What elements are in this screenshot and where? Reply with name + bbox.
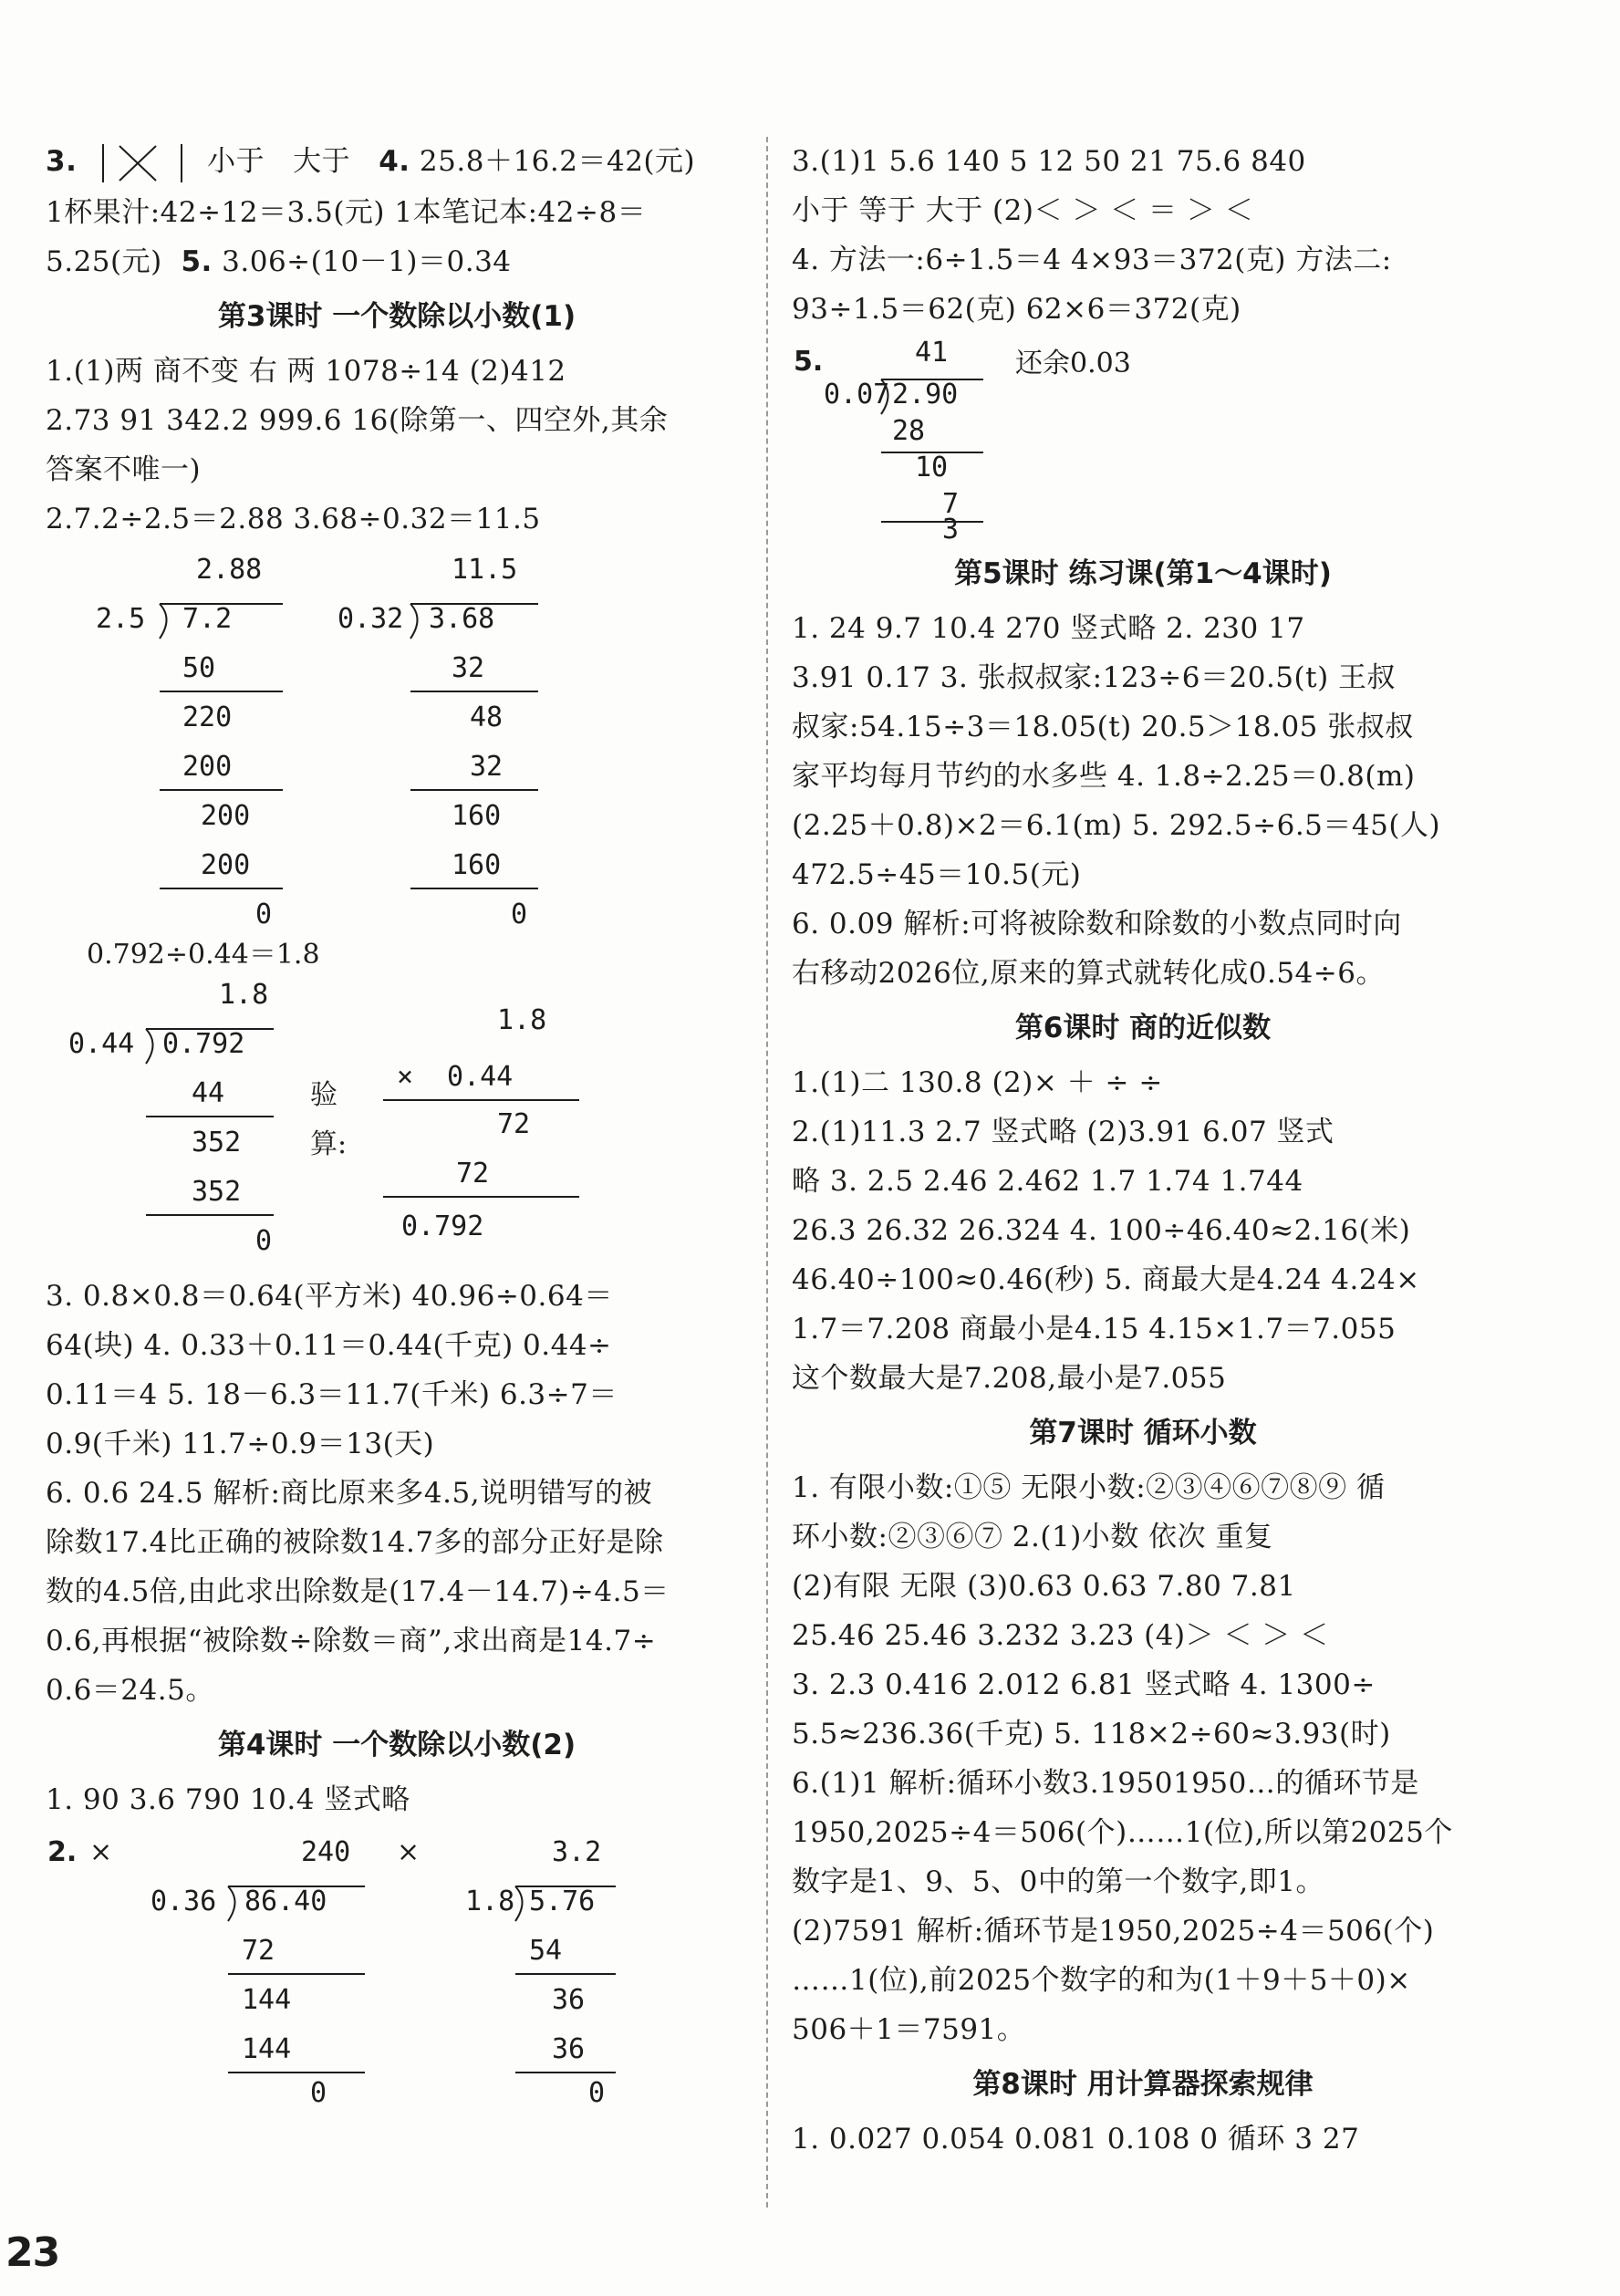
quotient: 41 (915, 337, 949, 369)
long-division-pair-2 (46, 1824, 748, 2107)
answer-line: 叔家:54.15÷3＝18.05(t) 20.5＞18.05 张叔叔 (792, 711, 1414, 743)
work-row: 0 (588, 2076, 606, 2107)
section-heading: 第6课时 商的近似数 (1014, 1012, 1272, 1044)
answer-line: 小于 等于 大于 (2)＜ ＞ ＜ ＝ ＞ ＜ (792, 194, 1254, 227)
long-division-2 (338, 554, 538, 930)
answer-line: 略 3. 2.5 2.46 2.462 1.7 1.74 1.744 (792, 1165, 1303, 1198)
section-heading: 第4课时 一个数除以小数(2) (217, 1728, 576, 1761)
question-number: 2. (47, 1835, 78, 1868)
dividend: 2.90 (892, 379, 959, 410)
quotient: 3.2 (552, 1835, 602, 1868)
work-row: 144 (242, 1983, 292, 2016)
dividend: 3.68 (429, 602, 495, 635)
work-row: 48 (470, 701, 504, 733)
divisor: 0.32 (338, 602, 404, 635)
quotient: 11.5 (452, 553, 518, 586)
work-row: 160 (452, 799, 502, 832)
long-division-1 (96, 554, 283, 930)
work-row: 72 (242, 1934, 275, 1967)
quotient: 2.88 (196, 553, 263, 586)
work-row: 160 (452, 848, 502, 881)
answer-line: 506＋1＝7591。 (792, 2013, 1026, 2046)
answer-line: 46.40÷100≈0.46(秒) 5. 商最大是4.24 4.24× (792, 1263, 1420, 1296)
answer-line: 家平均每月节约的水多些 4. 1.8÷2.25＝0.8(m) (792, 760, 1416, 793)
work-row: 10 (915, 452, 949, 483)
left-column (46, 137, 748, 2111)
answer-line: 1.(1)二 130.8 (2)× ＋ ÷ ÷ (792, 1066, 1163, 1099)
multiplicand: 1.8 (497, 1003, 547, 1036)
answer-line: (2)7591 解析:循环节是1950,2025÷4＝506(个) (792, 1915, 1435, 1948)
answer-line: 6.(1)1 解析:循环小数3.19501950…的循环节是 (792, 1767, 1419, 1800)
dividend: 7.2 (182, 602, 233, 635)
work-row: 7 (942, 488, 960, 520)
section-heading: 第7课时 循环小数 (1029, 1417, 1257, 1449)
wrong-mark: × (397, 1835, 421, 1868)
long-division-pair (46, 544, 748, 972)
work-row: 200 (201, 799, 251, 832)
divisor: 0.36 (151, 1885, 217, 1917)
page-number: 23 (5, 2229, 60, 2276)
answer-line: ……1(位),前2025个数字的和为(1＋9＋5＋0)× (792, 1964, 1411, 1997)
divisor: 0.07 (824, 379, 890, 410)
dividend: 0.792 (162, 1027, 245, 1060)
answer-line: 6. 0.6 24.5 解析:商比原来多4.5,说明错写的被 (46, 1476, 653, 1510)
work-row: 352 (192, 1175, 242, 1208)
question-number: 5. (794, 346, 824, 378)
column-divider (766, 137, 768, 2208)
answer-line: (2.25＋0.8)×2＝6.1(m) 5. 292.5÷6.5＝45(人) (792, 809, 1441, 842)
divisor: 1.8 (465, 1885, 515, 1917)
work-row: 36 (552, 2032, 586, 2065)
work-row: 3 (942, 514, 960, 540)
remainder-note: 还余0.03 (1015, 348, 1131, 379)
work-row: 0 (310, 2076, 327, 2107)
dividend: 5.76 (529, 1885, 596, 1917)
answer-line: 这个数最大是7.208,最小是7.055 (792, 1362, 1227, 1395)
divisor: 2.5 (96, 602, 146, 635)
multiplier: 0.44 (447, 1060, 514, 1093)
answer-line: 数的4.5倍,由此求出除数是(17.4－14.7)÷4.5＝ (46, 1574, 670, 1608)
partial-product: 72 (497, 1107, 531, 1140)
answer-line: 6. 0.09 解析:可将被除数和除数的小数点同时向 (792, 908, 1402, 940)
work-row: 28 (892, 415, 926, 447)
answer-line: 右移动2026位,原来的算式就转化成0.54÷6。 (792, 957, 1385, 990)
matching-lines-icon (92, 139, 192, 188)
answer-line: 1950,2025÷4＝506(个)……1(位),所以第2025个 (792, 1816, 1453, 1849)
answer-line: 1.7＝7.208 商最小是4.15 4.15×1.7＝7.055 (792, 1313, 1397, 1345)
answer-line: 环小数:②③⑥⑦ 2.(1)小数 依次 重复 (792, 1521, 1273, 1553)
answer-line: 3.(1)1 5.6 140 5 12 50 21 75.6 840 (792, 145, 1306, 178)
section-heading: 第8课时 用计算器探索规律 (972, 2068, 1314, 2101)
work-row: 36 (552, 1983, 586, 2016)
work-row: 32 (470, 750, 504, 783)
answer-line: 数字是1、9、5、0中的第一个数字,即1。 (792, 1865, 1324, 1898)
quotient: 1.8 (219, 978, 269, 1011)
answer-line: 1. 90 3.6 790 10.4 竖式略 (46, 1782, 410, 1816)
multiplication-check (383, 1004, 579, 1242)
right-column (792, 137, 1494, 2164)
answer-text: 大于 (293, 145, 351, 178)
answer-line: 1杯果汁:42÷12＝3.5(元) 1本笔记本:42÷8＝ (46, 195, 647, 229)
work-row: 200 (201, 848, 251, 881)
answer-text: 小于 (207, 145, 265, 178)
product: 0.792 (401, 1210, 484, 1242)
answer-line: 0.6＝24.5。 (46, 1673, 214, 1707)
answer-text: 25.8＋16.2＝42(元) (419, 145, 696, 178)
multiply-sign: × (397, 1060, 414, 1093)
answer-line: 3. 2.3 0.416 2.012 6.81 竖式略 4. 1300÷ (792, 1668, 1376, 1701)
divisor: 0.44 (68, 1027, 135, 1060)
answer-line: 1.(1)两 商不变 右 两 1078÷14 (2)412 (46, 354, 566, 388)
division-with-verification (46, 976, 748, 1268)
answer-line: 除数17.4比正确的被除数14.7多的部分正好是除 (46, 1525, 664, 1559)
work-row: 200 (182, 750, 233, 783)
answer-line: 0.6,再根据“被除数÷除数＝商”,求出商是14.7÷ (46, 1624, 657, 1657)
answer-line: 2.73 91 342.2 999.6 16(除第一、四空外,其余 (46, 403, 669, 437)
work-row: 0 (255, 1224, 273, 1257)
answer-line: 1. 24 9.7 10.4 270 竖式略 2. 230 17 (792, 612, 1305, 645)
section-heading: 第5课时 练习课(第1～4课时) (954, 557, 1332, 590)
answer-line: 2.7.2÷2.5＝2.88 3.68÷0.32＝11.5 (46, 502, 541, 535)
verify-label: 算: (310, 1127, 348, 1160)
work-row: 352 (192, 1126, 242, 1158)
question-number: 3. (46, 145, 78, 178)
long-division-3 (68, 979, 274, 1257)
work-row: 220 (182, 701, 233, 733)
answer-line: 3.91 0.17 3. 张叔叔家:123÷6＝20.5(t) 王叔 (792, 661, 1397, 694)
answer-line: 5.5≈236.36(千克) 5. 118×2÷60≈3.93(时) (792, 1718, 1391, 1751)
long-division-5 (465, 1836, 616, 2107)
section-heading: 第3课时 一个数除以小数(1) (217, 299, 576, 333)
answer-line: 0.9(千米) 11.7÷0.9＝13(天) (46, 1427, 435, 1460)
equation: 0.792÷0.44＝1.8 (87, 938, 320, 971)
quotient: 240 (301, 1835, 351, 1868)
answer-line: 2.(1)11.3 2.7 竖式略 (2)3.91 6.07 竖式 (792, 1116, 1334, 1148)
answer-line: 答案不唯一) (46, 452, 202, 486)
long-division-4 (151, 1836, 365, 2107)
question-number: 4. (379, 145, 410, 178)
verify-label: 验 (310, 1078, 338, 1111)
work-row: 44 (192, 1076, 225, 1109)
work-row: 32 (452, 651, 485, 684)
answer-line: 26.3 26.32 26.324 4. 100÷46.40≈2.16(米) (792, 1214, 1411, 1247)
work-row: 0 (511, 898, 528, 930)
wrong-mark: × (89, 1835, 113, 1868)
answer-line: 3. 0.8×0.8＝0.64(平方米) 40.96÷0.64＝ (46, 1279, 613, 1313)
answer-line: 1. 有限小数:①⑤ 无限小数:②③④⑥⑦⑧⑨ 循 (792, 1471, 1386, 1504)
answer-line: 64(块) 4. 0.33＋0.11＝0.44(千克) 0.44÷ (46, 1328, 612, 1362)
answer-line: 25.46 25.46 3.232 3.23 (4)＞ ＜ ＞ ＜ (792, 1619, 1329, 1652)
answer-line (46, 137, 748, 188)
answer-line: 472.5÷45＝10.5(元) (792, 858, 1082, 891)
answer-line: 5.25(元) 5. 3.06÷(10－1)＝0.34 (46, 244, 512, 278)
answer-line: 4. 方法一:6÷1.5＝4 4×93＝372(克) 方法二: (792, 244, 1392, 276)
work-row: 0 (255, 898, 273, 930)
partial-product: 72 (456, 1157, 490, 1190)
work-row: 54 (529, 1934, 563, 1967)
answer-line: 1. 0.027 0.054 0.081 0.108 0 循环 3 27 (792, 2123, 1360, 2156)
long-division-6 (792, 334, 1494, 540)
work-row: 144 (242, 2032, 292, 2065)
work-row: 50 (182, 651, 216, 684)
answer-line: 0.11＝4 5. 18－6.3＝11.7(千米) 6.3÷7＝ (46, 1377, 618, 1411)
answer-line: (2)有限 无限 (3)0.63 0.63 7.80 7.81 (792, 1570, 1296, 1603)
dividend: 86.40 (244, 1885, 327, 1917)
answer-line: 93÷1.5＝62(克) 62×6＝372(克) (792, 293, 1241, 326)
